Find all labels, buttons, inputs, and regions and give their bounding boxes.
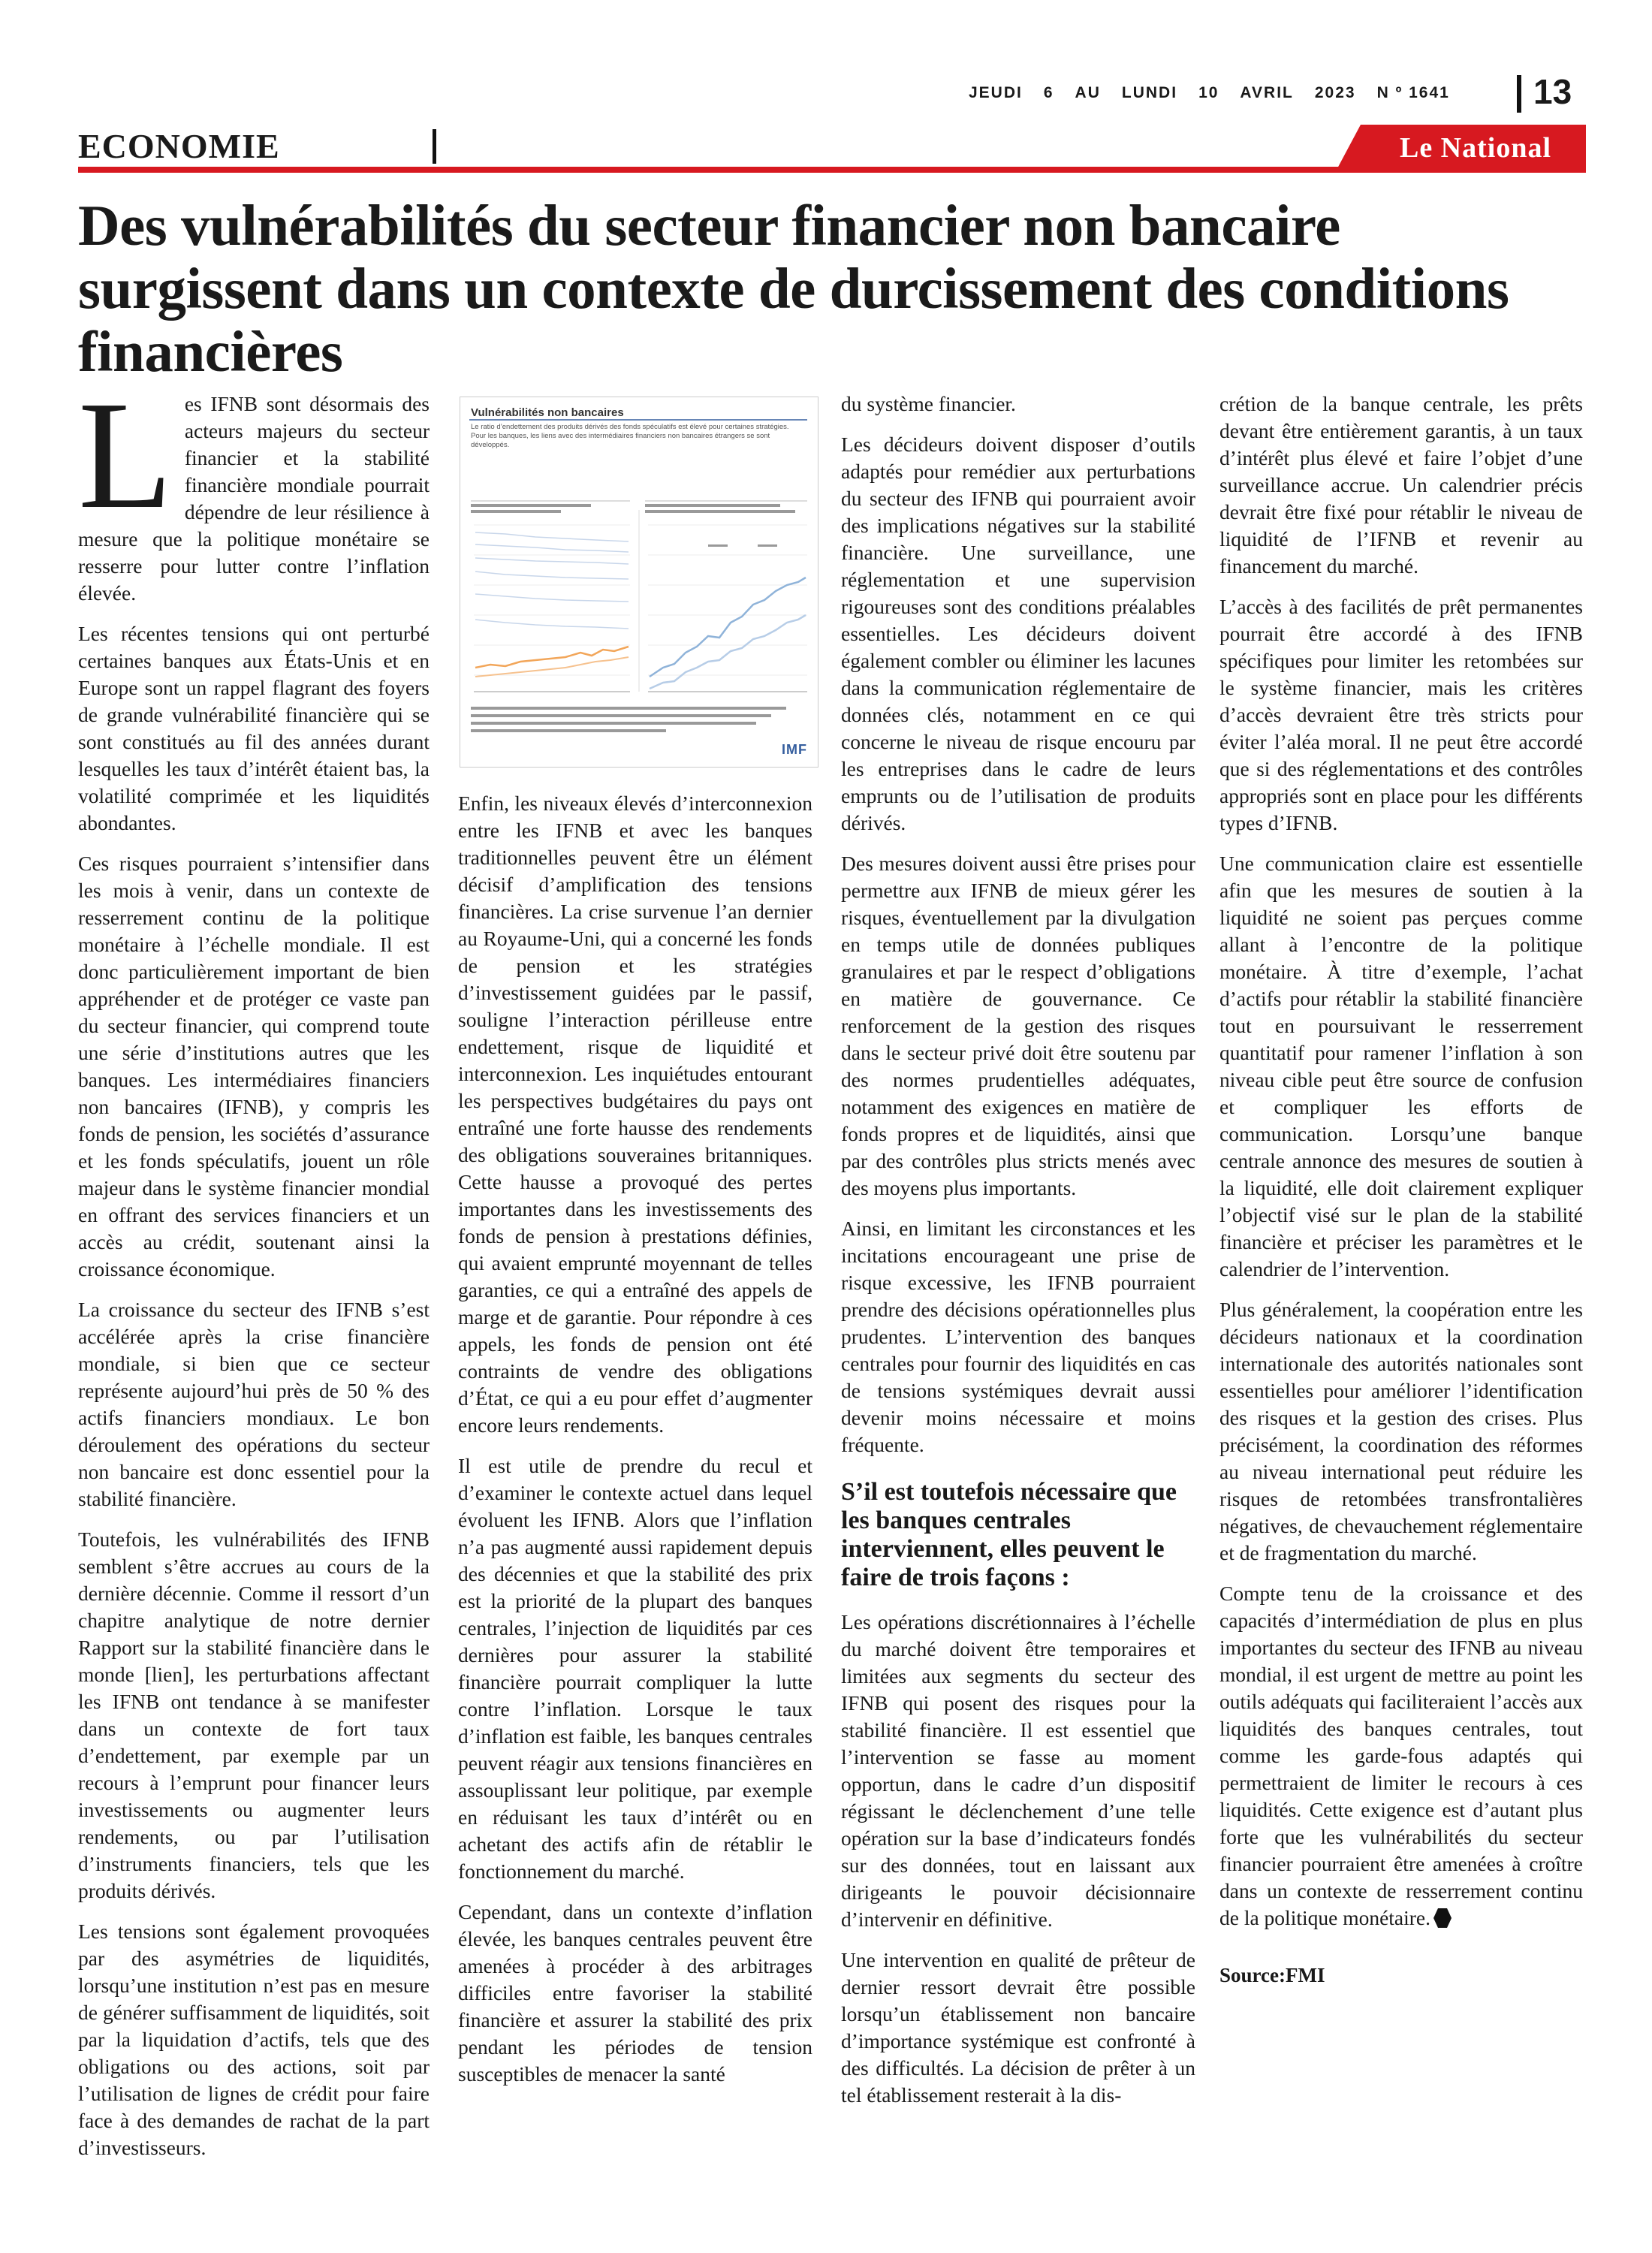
figure-chart-graphic <box>460 397 818 767</box>
article-column-4 <box>1219 391 1583 2002</box>
page-number: 13 <box>1533 72 1572 111</box>
header-rule <box>78 167 1586 173</box>
paragraph: Les opérations discrétionnaires à l’échelle du marché doivent être temporaires et limitées aux segments du secteur des IFNB qui posent des risques pour la stabilité financière. Il est essentiel que l’intervention se fasse au moment opportun, dans le cadre d’un dispositif régissant le déclenchement d’une telle opération sur la base d’indicateurs fondés sur des données, tout en laissant aux dirigeants le pouvoir décisionnaire d’intervenir en définitive. <box>841 1610 1195 1931</box>
paragraph: Enfin, les niveaux élevés d’interconnexion entre les IFNB et avec les banques traditionnelles peuvent être un élément décisif d’amplification des tensions financières. La crise survenue l’an dernier au Royaume-Uni, qui a concerné les fonds de pension et les stratégies d’investissement guidées par le passif, souligne l’interaction périlleuse entre endettement, risque de liquidité et interconnexion. Les inquiétudes entourant les perspectives budgétaires du pays ont entraîné une forte hausse des rendements des obligations souveraines britanniques. Cette hausse a provoqué des pertes importantes dans les investissements des fonds de pension à prestations définies, qui avaient emprunté moyennant de telles garanties, ce qui a entraîné des appels de marge et de garantie. Pour répondre à ces appels, les fonds de pension ont été contraints de vendre des obligations d’État, ce qui a eu pour effet d’augmenter encore leurs rendements. <box>458 792 812 1437</box>
date-day-start: 6 <box>1043 84 1054 101</box>
paragraph: crétion de la banque centrale, les prêts devant être entièrement garantis, à un taux d’intérêt plus élevé et faire l’objet d’une surveillance accrue. Un calendrier précis devrait être fixé pour rétablir le niveau de liquidité de l’IFNB et revenir au financement du marché. <box>1219 392 1583 578</box>
dateline <box>969 78 1450 108</box>
paragraph: La croissance du secteur des IFNB s’est accélérée après la crise financière mondiale, si bien que ce secteur représente aujourd’hui près de 50 % des actifs financiers mondiaux. Le bon déroulement des opérations du secteur non bancaire est donc essentiel pour la stabilité financière. <box>78 1298 430 1510</box>
brand-name: Le National <box>1399 132 1552 164</box>
paragraph: Les récentes tensions qui ont perturbé certaines banques aux États-Unis et en Europe sont un rappel flagrant des foyers de grande vulnérabilité financière qui se sont constitués au fil des années durant lesquelles les taux d’intérêt étaient bas, la volatilité comprimée et les liquidités abondantes. <box>78 622 430 834</box>
figure-subtitle: Le ratio d’endettement des produits dérivés des fonds spéculatifs est élevé pour certaines stratégies. Pour les banques, les liens avec des intermédiaires financiers non bancaires étrangers se sont développés. <box>471 423 789 449</box>
paragraph: Il est utile de prendre du recul et d’examiner le contexte actuel dans lequel évoluent les IFNB. Alors que l’inflation n’a pas augmenté aussi rapidement depuis des décennies et que la stabilité des prix est la priorité de la plupart des banques centrales, l’injection de liquidités par ces dernières pour assurer la stabilité financière pourrait compliquer la lutte contre l’inflation. Lorsque le taux d’inflation est faible, les banques centrales peuvent réagir aux tensions financières en assouplissant leur politique, par exemple en réduisant les taux d’intérêt ou en achetant des actifs afin de rétablir le fonctionnement du marché. <box>458 1454 812 1883</box>
subheading: S’il est toutefois nécessaire que les banques centrales interviennent, elles peuvent le faire de trois façons : <box>841 1478 1177 1591</box>
article-source: Source:FMI <box>1219 1964 1325 1986</box>
article-column-1 <box>78 369 430 2175</box>
drop-cap: L <box>78 369 173 541</box>
headline: Des vulnérabilités du secteur financier non bancaire surgissent dans un contexte de durcissement des conditions financières <box>78 193 1509 384</box>
paragraph-text: Compte tenu de la croissance et des capacités d’intermédiation de plus en plus importantes du secteur des IFNB au niveau mondial, il est urgent de mettre au point les outils adéquats qui faciliteraient l’accès aux liquidités des banques centrales, tout comme les garde-fous adaptés qui permettraient de limiter le recours à ces liquidités. Cette exigence est d’autant plus forte que les vulnérabilités du secteur financier pourraient être amenées à croître dans un contexte de resserrement continu de la politique monétaire. <box>1219 1582 1583 1929</box>
date-weekday-start: JEUDI <box>969 84 1023 101</box>
figure-nonbank-vulnerabilities <box>460 397 818 768</box>
paragraph: Toutefois, les vulnérabilités des IFNB semblent s’être accrues au cours de la dernière décennie. Comme il ressort d’un chapitre analytique de notre dernier Rapport sur la stabilité financière dans le monde [lien], les perturbations affectant les IFNB ont tendance à se manifester dans un contexte de fort taux d’endettement, par exemple par un recours à l’emprunt pour financer leurs investissements ou augmenter leurs rendements, ou par l’utilisation d’instruments financiers, tels que les produits dérivés. <box>78 1528 430 1902</box>
end-of-article-icon <box>1433 1908 1452 1928</box>
imf-logo: IMF <box>782 742 807 757</box>
paragraph: Cependant, dans un contexte d’inflation élevée, les banques centrales peuvent être amenées à procéder à des arbitrages difficiles entre favoriser la stabilité financière et assurer la stabilité des prix pendant les périodes de tension susceptibles de menacer la santé <box>458 1900 812 2086</box>
date-day-end: 10 <box>1198 84 1219 101</box>
paragraph <box>78 369 430 607</box>
paragraph: Plus généralement, la coopération entre les décideurs nationaux et la coordination internationale des autorités nationales sont essentielles pour améliorer l’identification des risques et la gestion des crises. Plus précisément, la coordination des réformes au niveau international peut réduire les risques de retombées transfrontalières négatives, de chevauchement réglementaire et de fragmentation du marché. <box>1219 1298 1583 1564</box>
article-column-3 <box>841 391 1195 2122</box>
paragraph: Des mesures doivent aussi être prises pour permettre aux IFNB de mieux gérer les risques, éventuellement par la divulgation en temps utile de données publiques granulaires et par le respect d’obligations en matière de gouvernance. Ce renforcement de la gestion des risques dans le secteur privé doit être soutenu par des normes prudentielles adéquates, notamment des exigences en matière de fonds propres et de liquidités, ainsi que par des contrôles plus stricts menés avec des moyens plus importants. <box>841 852 1195 1199</box>
paragraph: Ces risques pourraient s’intensifier dans les mois à venir, dans un contexte de resserrement continu de la politique monétaire à l’échelle mondiale. Il est donc particulièrement important de bien appréhender et de protéger ce vaste pan du secteur financier, qui comprend toute une série d’institutions autres que les banques. Les intermédiaires financiers non bancaires (IFNB), y compris les fonds de pension, les sociétés d’assurance et les fonds spéculatifs, jouent un rôle majeur dans le système financier mondial en offrant des services financiers et un accès au crédit, soutenant ainsi la croissance économique. <box>78 852 430 1280</box>
paragraph: Les décideurs doivent disposer d’outils adaptés pour remédier aux perturbations du secteur des IFNB qui pourraient avoir des implications négatives sur la stabilité financière. Une surveillance, une réglementation et une supervision rigoureuses sont des conditions préalables essentielles. Les décideurs doivent également combler ou éliminer les lacunes dans la communication réglementaire de données clés, notamment en ce qui concerne le niveau de risque encouru par les entreprises dans le cadre de leurs emprunts ou de l’utilisation de produits dérivés. <box>841 433 1195 834</box>
article-column-2 <box>458 790 812 2101</box>
page-number-divider <box>1517 75 1521 113</box>
paragraph <box>1219 1580 1583 1932</box>
date-year: 2023 <box>1314 84 1356 101</box>
section-divider <box>433 129 436 164</box>
date-weekday-end: LUNDI <box>1121 84 1178 101</box>
date-connector: AU <box>1075 84 1101 101</box>
date-month: AVRIL <box>1240 84 1294 101</box>
paragraph: Les tensions sont également provoquées par des asymétries de liquidités, lorsqu’une institution n’est pas en mesure de générer suffisamment de liquidités, soit par la liquidation d’actifs, tels que des obligations ou des actions, soit par l’utilisation de lignes de crédit pour faire face à des demandes de rachat de la part d’investisseurs. <box>78 1920 430 2159</box>
paragraph: Une communication claire est essentielle afin que les mesures de soutien à la liquidité ne soient pas perçues comme allant à l’encontre de la politique monétaire. À titre d’exemple, l’achat d’actifs pour rétablir la stabilité financière tout en poursuivant le resserrement quantitatif pour ramener l’inflation à son niveau cible peut être source de confusion et compliquer les efforts de communication. Lorsqu’une banque centrale annonce des mesures de soutien à la liquidité, elle doit clairement expliquer l’objectif visé sur le plan de la stabilité financière et préciser les paramètres et le calendrier de l’intervention. <box>1219 852 1583 1280</box>
paragraph: Ainsi, en limitant les circonstances et les incitations encourageant une prise de risque excessive, les IFNB pourraient prendre des décisions opérationnelles plus prudentes. L’intervention des banques centrales pour fournir des liquidités en cas de tensions systémiques devrait aussi devenir moins nécessaire et moins fréquente. <box>841 1217 1195 1456</box>
paragraph: du système financier. <box>841 392 1016 415</box>
paragraph: Une intervention en qualité de prêteur de dernier ressort devrait être possible lorsqu’un établissement non bancaire d’importance systémique est confronté à des difficultés. La décision de prêter à un tel établissement resterait à la dis- <box>841 1948 1195 2107</box>
paragraph-text: es IFNB sont désormais des acteurs majeurs du secteur financier et la stabilité financière mondiale pourrait dépendre de leur résilience à mesure que la politique monétaire se resserre pour lutter contre l’inflation élevée. <box>78 392 430 605</box>
issue-number: N º 1641 <box>1376 84 1450 101</box>
section-title: ECONOMIE <box>78 127 280 165</box>
paragraph: L’accès à des facilités de prêt permanentes pourrait être accordé à des IFNB spécifiques pour limiter les retombées sur le système financier, mais les critères d’accès devraient être très stricts pour éviter l’aléa moral. Il ne peut être accordé que si des réglementations et des contrôles appropriés sont en place pour les différents types d’IFNB. <box>1219 595 1583 834</box>
figure-title: Vulnérabilités non bancaires <box>471 406 624 419</box>
